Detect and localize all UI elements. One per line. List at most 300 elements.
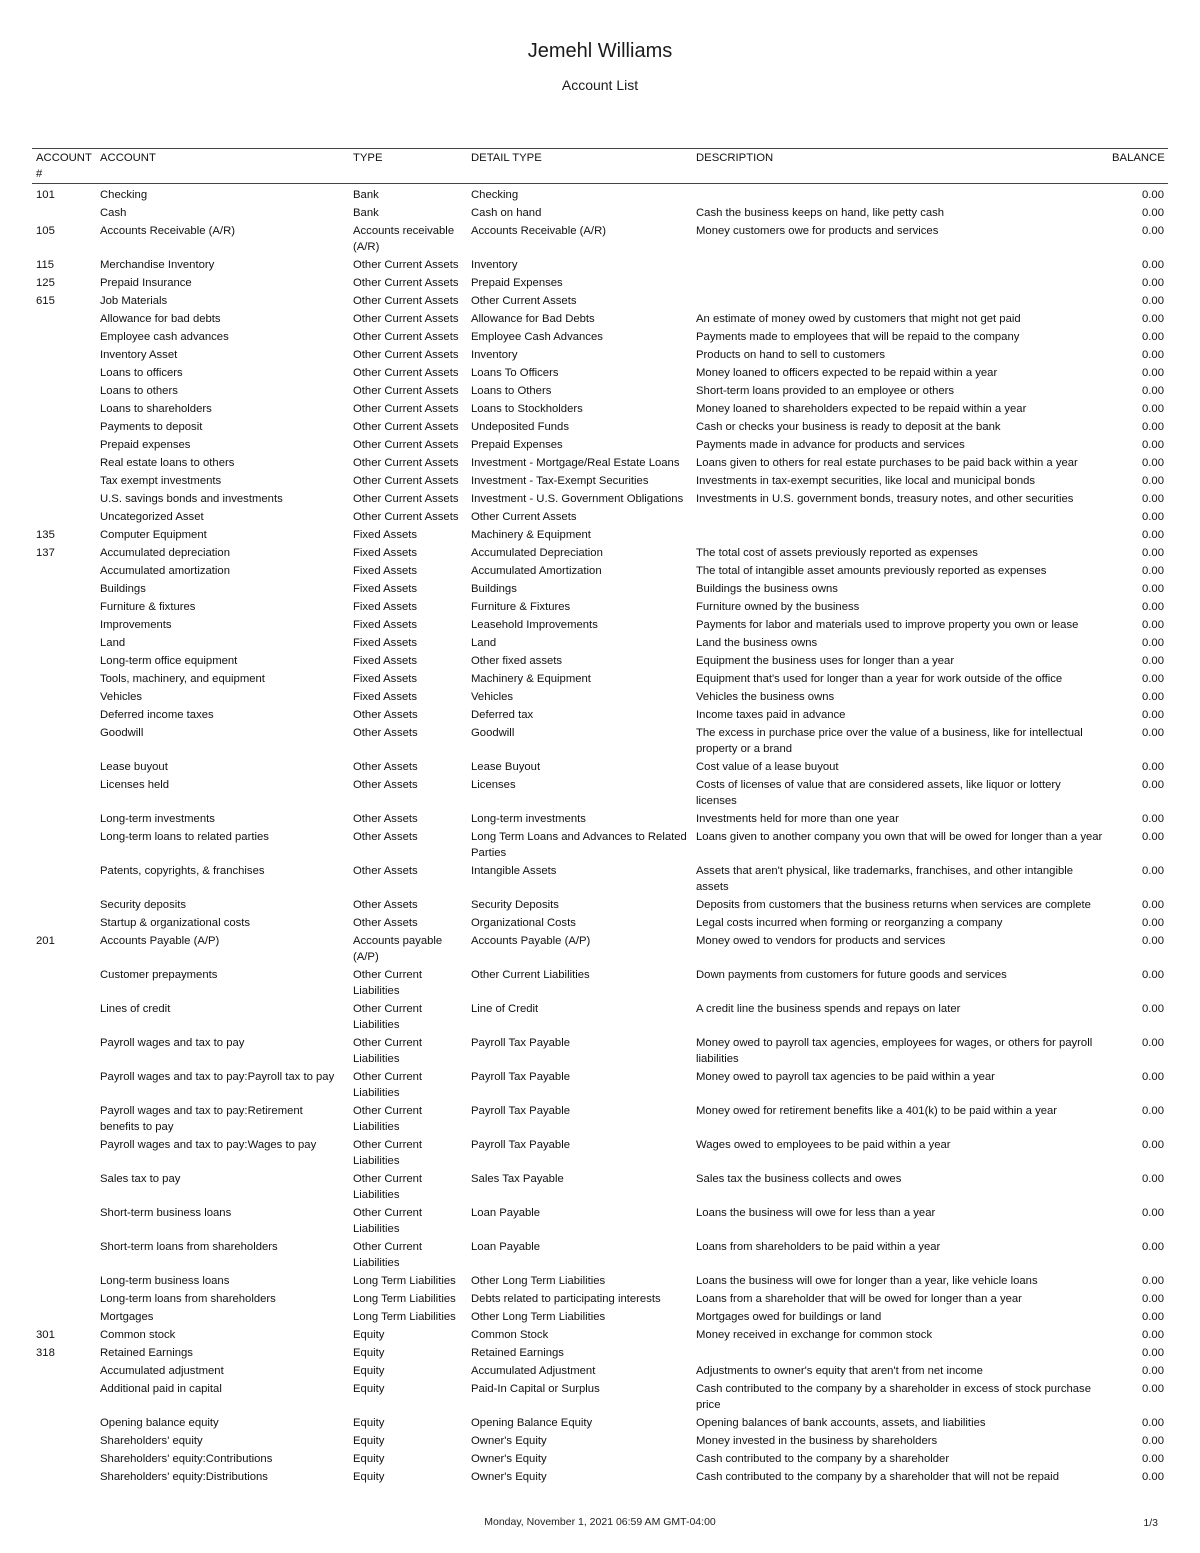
detail-type-cell: Prepaid Expenses: [471, 439, 563, 451]
table-row: [32, 966, 1168, 1000]
account-type-cell: Fixed Assets: [353, 673, 418, 685]
table-row: [32, 418, 1168, 436]
description-cell: Loans from a shareholder that will be owed for longer than a year: [696, 1293, 1022, 1305]
account-type-cell: Accounts payable (A/P): [353, 935, 443, 963]
description-cell: Cash or checks your business is ready to deposit at the bank: [696, 421, 1001, 433]
account-number-cell: [32, 346, 96, 364]
account-type-cell: Equity: [353, 1365, 385, 1377]
column-header-type: TYPE: [349, 149, 467, 184]
detail-type-cell: Other Long Term Liabilities: [471, 1275, 606, 1287]
account-name-cell: Licenses held: [100, 779, 170, 791]
account-name-cell: Employee cash advances: [100, 331, 229, 343]
account-type-cell: Other Current Liabilities: [353, 1003, 423, 1031]
account-number-cell: [32, 328, 96, 346]
description-cell: Costs of licenses of value that are considered assets, like liquor or lottery licenses: [696, 779, 1061, 807]
account-number-cell: [32, 436, 96, 454]
account-number-cell: [32, 508, 96, 526]
account-type-cell: Fixed Assets: [353, 547, 418, 559]
description-cell: Money customers owe for products and services: [696, 225, 939, 237]
account-type-cell: Other Current Assets: [353, 475, 459, 487]
detail-type-cell: Cash on hand: [471, 207, 542, 219]
detail-type-cell: Accumulated Adjustment: [471, 1365, 596, 1377]
balance-cell: 0.00: [1142, 385, 1164, 397]
account-number-cell: [32, 1432, 96, 1450]
detail-type-cell: Long Term Loans and Advances to Related Parties: [471, 831, 687, 859]
report-title: Account List: [561, 77, 639, 93]
account-number-cell: [32, 1136, 96, 1170]
balance-cell: 0.00: [1142, 1365, 1164, 1377]
table-row: [32, 400, 1168, 418]
detail-type-cell: Investment - Tax-Exempt Securities: [471, 475, 649, 487]
description-cell: Equipment that's used for longer than a year for work outside of the office: [696, 673, 1063, 685]
account-type-cell: Equity: [353, 1347, 385, 1359]
balance-cell: 0.00: [1142, 619, 1164, 631]
balance-cell: 0.00: [1142, 439, 1164, 451]
account-name-cell: Accumulated adjustment: [100, 1365, 224, 1377]
description-cell: Cash contributed to the company by a shareholder that will not be repaid: [696, 1471, 1059, 1483]
account-name-cell: Long-term office equipment: [100, 655, 238, 667]
account-type-cell: Other Assets: [353, 917, 418, 929]
company-name: Jemehl Williams: [527, 40, 673, 62]
detail-type-cell: Checking: [471, 189, 519, 201]
description-cell: Loans given to others for real estate purchases to be paid back within a year: [696, 457, 1078, 469]
account-name-cell: Uncategorized Asset: [100, 511, 204, 523]
table-row: [32, 932, 1168, 966]
account-type-cell: Fixed Assets: [353, 619, 418, 631]
balance-cell: 0.00: [1142, 1453, 1164, 1465]
account-number-cell: 318: [36, 1347, 55, 1359]
account-type-cell: Other Current Assets: [353, 385, 459, 397]
balance-cell: 0.00: [1142, 1311, 1164, 1323]
account-name-cell: Customer prepayments: [100, 969, 218, 981]
account-name-cell: Payroll wages and tax to pay:Retirement benefits to pay: [100, 1105, 303, 1133]
table-row: [32, 776, 1168, 810]
description-cell: [692, 508, 1108, 526]
balance-cell: 0.00: [1142, 403, 1164, 415]
balance-cell: 0.00: [1142, 935, 1164, 947]
table-row: [32, 1290, 1168, 1308]
account-number-cell: [32, 598, 96, 616]
balance-cell: 0.00: [1142, 457, 1164, 469]
balance-cell: 0.00: [1142, 207, 1164, 219]
description-cell: Mortgages owed for buildings or land: [696, 1311, 882, 1323]
description-cell: Investments held for more than one year: [696, 813, 899, 825]
description-cell: Land the business owns: [696, 637, 818, 649]
detail-type-cell: Investment - U.S. Government Obligations: [471, 493, 684, 505]
detail-type-cell: Undeposited Funds: [471, 421, 569, 433]
account-number-cell: [32, 914, 96, 932]
table-row: [32, 670, 1168, 688]
table-row: [32, 382, 1168, 400]
balance-cell: 0.00: [1142, 1003, 1164, 1015]
table-row: [32, 580, 1168, 598]
account-type-cell: Other Assets: [353, 779, 418, 791]
table-row: [32, 256, 1168, 274]
account-number-cell: [32, 706, 96, 724]
detail-type-cell: Employee Cash Advances: [471, 331, 603, 343]
table-row: [32, 1380, 1168, 1414]
account-number-cell: [32, 1450, 96, 1468]
balance-cell: 0.00: [1142, 673, 1164, 685]
account-type-cell: Other Current Assets: [353, 421, 459, 433]
balance-cell: 0.00: [1142, 1139, 1164, 1151]
detail-type-cell: Accounts Payable (A/P): [471, 935, 591, 947]
account-name-cell: Retained Earnings: [100, 1347, 193, 1359]
account-name-cell: Shareholders' equity: [100, 1435, 203, 1447]
column-header-account: ACCOUNT: [96, 149, 349, 184]
account-name-cell: Allowance for bad debts: [100, 313, 221, 325]
table-row: [32, 1362, 1168, 1380]
account-type-cell: Other Current Assets: [353, 511, 459, 523]
account-type-cell: Equity: [353, 1383, 385, 1395]
balance-cell: 0.00: [1142, 1071, 1164, 1083]
table-row: [32, 1414, 1168, 1432]
account-type-cell: Other Assets: [353, 899, 418, 911]
account-number-cell: [32, 1000, 96, 1034]
balance-cell: 0.00: [1142, 709, 1164, 721]
account-name-cell: Long-term business loans: [100, 1275, 230, 1287]
account-name-cell: Patents, copyrights, & franchises: [100, 865, 265, 877]
account-type-cell: Other Current Assets: [353, 403, 459, 415]
account-type-cell: Fixed Assets: [353, 565, 418, 577]
description-cell: Payments made to employees that will be repaid to the company: [696, 331, 1020, 343]
account-name-cell: Prepaid Insurance: [100, 277, 192, 289]
account-type-cell: Other Assets: [353, 709, 418, 721]
table-row: [32, 490, 1168, 508]
account-type-cell: Other Current Assets: [353, 349, 459, 361]
balance-cell: 0.00: [1142, 475, 1164, 487]
description-cell: Adjustments to owner's equity that aren't from net income: [696, 1365, 983, 1377]
description-cell: Investments in U.S. government bonds, treasury notes, and other securities: [696, 493, 1074, 505]
account-number-cell: [32, 862, 96, 896]
account-name-cell: Land: [100, 637, 126, 649]
detail-type-cell: Long-term investments: [471, 813, 586, 825]
table-row: [32, 472, 1168, 490]
account-type-cell: Long Term Liabilities: [353, 1275, 456, 1287]
account-name-cell: Vehicles: [100, 691, 143, 703]
account-name-cell: Payroll wages and tax to pay:Payroll tax to pay: [100, 1071, 335, 1083]
balance-cell: 0.00: [1142, 331, 1164, 343]
balance-cell: 0.00: [1142, 583, 1164, 595]
account-type-cell: Other Current Assets: [353, 439, 459, 451]
balance-cell: 0.00: [1142, 259, 1164, 271]
description-cell: Legal costs incurred when forming or reorganzing a company: [696, 917, 1003, 929]
account-number-cell: [32, 1068, 96, 1102]
description-cell: Buildings the business owns: [696, 583, 838, 595]
description-cell: Loans the business will owe for less than a year: [696, 1207, 936, 1219]
detail-type-cell: Common Stock: [471, 1329, 549, 1341]
account-name-cell: Computer Equipment: [100, 529, 207, 541]
detail-type-cell: Furniture & Fixtures: [471, 601, 571, 613]
detail-type-cell: Payroll Tax Payable: [471, 1105, 571, 1117]
account-name-cell: Accounts Receivable (A/R): [100, 225, 235, 237]
description-cell: Money owed to payroll tax agencies to be paid within a year: [696, 1071, 995, 1083]
detail-type-cell: Retained Earnings: [471, 1347, 564, 1359]
account-number-cell: [32, 310, 96, 328]
account-number-cell: 137: [36, 547, 55, 559]
account-number-cell: [32, 670, 96, 688]
account-name-cell: Tools, machinery, and equipment: [100, 673, 265, 685]
table-row: [32, 810, 1168, 828]
detail-type-cell: Owner's Equity: [471, 1453, 547, 1465]
description-cell: Sales tax the business collects and owes: [696, 1173, 902, 1185]
table-row: [32, 222, 1168, 256]
account-name-cell: Loans to shareholders: [100, 403, 212, 415]
account-number-cell: 201: [36, 935, 55, 947]
balance-cell: 0.00: [1142, 601, 1164, 613]
table-row: [32, 436, 1168, 454]
detail-type-cell: Loan Payable: [471, 1207, 541, 1219]
account-number-cell: [32, 490, 96, 508]
table-row: [32, 1308, 1168, 1326]
account-type-cell: Long Term Liabilities: [353, 1293, 456, 1305]
account-number-cell: [32, 418, 96, 436]
account-type-cell: Equity: [353, 1417, 385, 1429]
page-number: 1/3: [1143, 1517, 1158, 1529]
description-cell: Payments for labor and materials used to improve property you own or lease: [696, 619, 1079, 631]
balance-cell: 0.00: [1142, 1207, 1164, 1219]
balance-cell: 0.00: [1142, 421, 1164, 433]
table-row: [32, 1136, 1168, 1170]
description-cell: Wages owed to employees to be paid within a year: [696, 1139, 951, 1151]
detail-type-cell: Land: [471, 637, 497, 649]
detail-type-cell: Other Current Assets: [471, 511, 577, 523]
description-cell: Money loaned to shareholders expected to be repaid within a year: [696, 403, 1027, 415]
account-number-cell: [32, 382, 96, 400]
account-name-cell: Payroll wages and tax to pay:Wages to pay: [100, 1139, 317, 1151]
account-name-cell: Common stock: [100, 1329, 176, 1341]
table-row: [32, 758, 1168, 776]
account-type-cell: Other Current Assets: [353, 295, 459, 307]
detail-type-cell: Opening Balance Equity: [471, 1417, 593, 1429]
account-number-cell: [32, 688, 96, 706]
table-row: [32, 688, 1168, 706]
description-cell: Equipment the business uses for longer than a year: [696, 655, 955, 667]
balance-cell: 0.00: [1142, 349, 1164, 361]
detail-type-cell: Other Current Liabilities: [471, 969, 590, 981]
detail-type-cell: Licenses: [471, 779, 516, 791]
table-header-row: [32, 149, 1168, 184]
account-number-cell: [32, 1034, 96, 1068]
balance-cell: 0.00: [1142, 1037, 1164, 1049]
detail-type-cell: Investment - Mortgage/Real Estate Loans: [471, 457, 680, 469]
description-cell: Investments in tax-exempt securities, like local and municipal bonds: [696, 475, 1036, 487]
account-number-cell: 105: [36, 225, 55, 237]
account-type-cell: Equity: [353, 1471, 385, 1483]
balance-cell: 0.00: [1142, 1347, 1164, 1359]
description-cell: Money invested in the business by shareholders: [696, 1435, 938, 1447]
balance-cell: 0.00: [1142, 813, 1164, 825]
account-name-cell: Accumulated depreciation: [100, 547, 230, 559]
balance-cell: 0.00: [1142, 1471, 1164, 1483]
description-cell: Money owed for retirement benefits like a 401(k) to be paid within a year: [696, 1105, 1058, 1117]
account-type-cell: Other Assets: [353, 727, 418, 739]
description-cell: Loans the business will owe for longer than a year, like vehicle loans: [696, 1275, 1038, 1287]
account-type-cell: Equity: [353, 1453, 385, 1465]
table-row: [32, 706, 1168, 724]
account-type-cell: Other Assets: [353, 761, 418, 773]
description-cell: Short-term loans provided to an employee or others: [696, 385, 955, 397]
account-name-cell: Short-term business loans: [100, 1207, 232, 1219]
column-header-balance: BALANCE: [1108, 149, 1168, 184]
account-name-cell: Prepaid expenses: [100, 439, 191, 451]
account-type-cell: Other Current Assets: [353, 367, 459, 379]
balance-cell: 0.00: [1142, 1275, 1164, 1287]
balance-cell: 0.00: [1142, 727, 1164, 739]
description-cell: Loans from shareholders to be paid within a year: [696, 1241, 941, 1253]
detail-type-cell: Accounts Receivable (A/R): [471, 225, 606, 237]
account-number-cell: [32, 1468, 96, 1486]
account-type-cell: Bank: [353, 189, 379, 201]
description-cell: Money loaned to officers expected to be repaid within a year: [696, 367, 998, 379]
account-type-cell: Other Current Liabilities: [353, 1071, 423, 1099]
account-type-cell: Other Assets: [353, 865, 418, 877]
account-number-cell: [32, 1272, 96, 1290]
account-name-cell: Additional paid in capital: [100, 1383, 222, 1395]
balance-cell: 0.00: [1142, 637, 1164, 649]
balance-cell: 0.00: [1142, 529, 1164, 541]
account-type-cell: Other Current Assets: [353, 457, 459, 469]
description-cell: The excess in purchase price over the value of a business, like for intellectual property or a brand: [696, 727, 1083, 755]
detail-type-cell: Allowance for Bad Debts: [471, 313, 595, 325]
account-number-cell: 101: [36, 189, 55, 201]
description-cell: Cost value of a lease buyout: [696, 761, 839, 773]
account-name-cell: Job Materials: [100, 295, 168, 307]
account-type-cell: Other Current Assets: [353, 313, 459, 325]
account-type-cell: Fixed Assets: [353, 655, 418, 667]
account-name-cell: Lease buyout: [100, 761, 168, 773]
account-name-cell: Shareholders' equity:Distributions: [100, 1471, 268, 1483]
account-name-cell: Opening balance equity: [100, 1417, 219, 1429]
account-number-cell: 615: [36, 295, 55, 307]
account-name-cell: Startup & organizational costs: [100, 917, 251, 929]
description-cell: Vehicles the business owns: [696, 691, 835, 703]
account-number-cell: [32, 562, 96, 580]
table-row: [32, 274, 1168, 292]
table-row: [32, 616, 1168, 634]
detail-type-cell: Line of Credit: [471, 1003, 539, 1015]
detail-type-cell: Sales Tax Payable: [471, 1173, 564, 1185]
account-type-cell: Other Current Liabilities: [353, 1173, 423, 1201]
description-cell: [692, 184, 1108, 205]
balance-cell: 0.00: [1142, 565, 1164, 577]
balance-cell: 0.00: [1142, 1329, 1164, 1341]
account-name-cell: Tax exempt investments: [100, 475, 222, 487]
table-row: [32, 526, 1168, 544]
account-number-cell: [32, 1380, 96, 1414]
detail-type-cell: Loans to Others: [471, 385, 552, 397]
account-number-cell: [32, 724, 96, 758]
account-type-cell: Other Current Liabilities: [353, 1037, 423, 1065]
account-name-cell: Long-term loans from shareholders: [100, 1293, 276, 1305]
account-type-cell: Other Current Liabilities: [353, 1139, 423, 1167]
account-name-cell: Payments to deposit: [100, 421, 203, 433]
detail-type-cell: Goodwill: [471, 727, 515, 739]
account-number-cell: 135: [36, 529, 55, 541]
detail-type-cell: Loans To Officers: [471, 367, 559, 379]
account-number-cell: [32, 1362, 96, 1380]
description-cell: Payments made in advance for products and services: [696, 439, 965, 451]
description-cell: Cash the business keeps on hand, like petty cash: [696, 207, 945, 219]
description-cell: Deposits from customers that the business returns when services are complete: [696, 899, 1091, 911]
account-type-cell: Other Current Assets: [353, 331, 459, 343]
account-number-cell: [32, 616, 96, 634]
balance-cell: 0.00: [1142, 225, 1164, 237]
table-row: [32, 346, 1168, 364]
table-row: [32, 562, 1168, 580]
table-row: [32, 1344, 1168, 1362]
account-type-cell: Fixed Assets: [353, 691, 418, 703]
description-cell: [692, 292, 1108, 310]
table-row: [32, 1272, 1168, 1290]
account-number-cell: [32, 966, 96, 1000]
detail-type-cell: Machinery & Equipment: [471, 529, 591, 541]
table-row: [32, 310, 1168, 328]
account-name-cell: Payroll wages and tax to pay: [100, 1037, 245, 1049]
balance-cell: 0.00: [1142, 511, 1164, 523]
account-name-cell: Buildings: [100, 583, 146, 595]
detail-type-cell: Owner's Equity: [471, 1471, 547, 1483]
description-cell: Products on hand to sell to customers: [696, 349, 886, 361]
table-row: [32, 1000, 1168, 1034]
detail-type-cell: Inventory: [471, 349, 518, 361]
account-number-cell: 125: [36, 277, 55, 289]
account-number-cell: [32, 472, 96, 490]
table-row: [32, 1068, 1168, 1102]
account-type-cell: Accounts receivable (A/R): [353, 225, 455, 253]
balance-cell: 0.00: [1142, 1435, 1164, 1447]
account-name-cell: Security deposits: [100, 899, 187, 911]
table-row: [32, 544, 1168, 562]
description-cell: Furniture owned by the business: [696, 601, 860, 613]
account-type-cell: Bank: [353, 207, 379, 219]
detail-type-cell: Deferred tax: [471, 709, 534, 721]
description-cell: A credit line the business spends and repays on later: [696, 1003, 961, 1015]
account-number-cell: [32, 1308, 96, 1326]
account-type-cell: Equity: [353, 1435, 385, 1447]
table-row: [32, 634, 1168, 652]
description-cell: The total of intangible asset amounts previously reported as expenses: [696, 565, 1047, 577]
balance-cell: 0.00: [1142, 1241, 1164, 1253]
detail-type-cell: Buildings: [471, 583, 517, 595]
account-name-cell: Deferred income taxes: [100, 709, 214, 721]
balance-cell: 0.00: [1142, 295, 1164, 307]
account-name-cell: Real estate loans to others: [100, 457, 235, 469]
detail-type-cell: Prepaid Expenses: [471, 277, 563, 289]
account-name-cell: Lines of credit: [100, 1003, 171, 1015]
balance-cell: 0.00: [1142, 1417, 1164, 1429]
table-row: [32, 508, 1168, 526]
column-header-description: DESCRIPTION: [692, 149, 1108, 184]
balance-cell: 0.00: [1142, 1173, 1164, 1185]
account-number-cell: [32, 580, 96, 598]
account-name-cell: U.S. savings bonds and investments: [100, 493, 283, 505]
balance-cell: 0.00: [1142, 899, 1164, 911]
table-row: [32, 1432, 1168, 1450]
account-type-cell: Long Term Liabilities: [353, 1311, 456, 1323]
table-row: [32, 914, 1168, 932]
account-name-cell: Sales tax to pay: [100, 1173, 181, 1185]
account-number-cell: [32, 1102, 96, 1136]
account-number-cell: [32, 1290, 96, 1308]
account-type-cell: Other Current Assets: [353, 259, 459, 271]
account-name-cell: Short-term loans from shareholders: [100, 1241, 278, 1253]
account-type-cell: Fixed Assets: [353, 529, 418, 541]
table-row: [32, 1238, 1168, 1272]
account-rows: [32, 184, 1168, 1487]
balance-cell: 0.00: [1142, 547, 1164, 559]
column-header-account-number: ACCOUNT #: [32, 149, 96, 184]
